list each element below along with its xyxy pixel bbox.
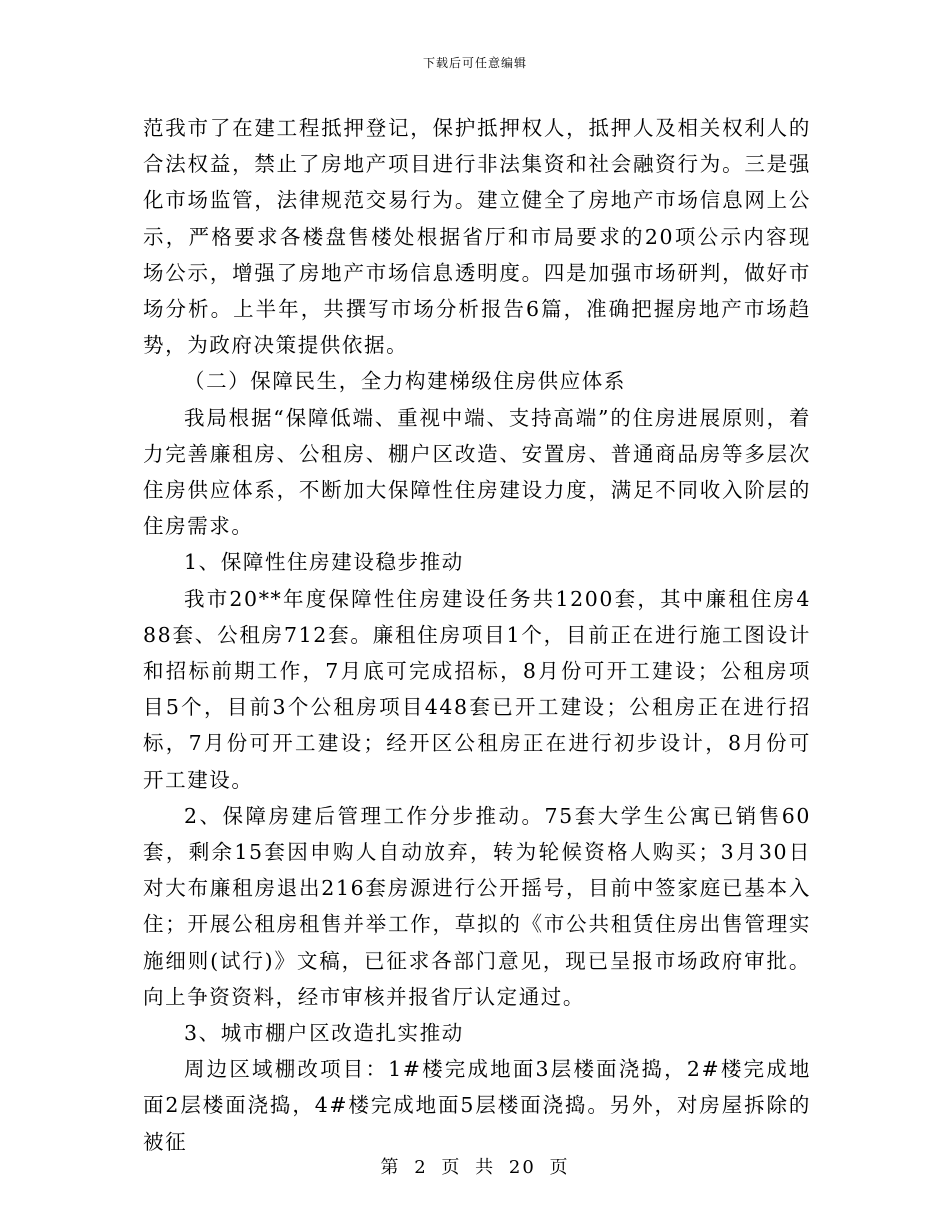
footer-label-total: 共 — [475, 1157, 496, 1178]
footer-current-page: 2 — [414, 1157, 428, 1178]
footer-label-page: 第 — [380, 1157, 401, 1178]
section-heading-2: （二）保障民生，全力构建梯级住房供应体系 — [184, 369, 626, 394]
subsection-heading-1: 1、保障性住房建设稳步推动 — [184, 550, 464, 575]
footer-label-unit-2: 页 — [549, 1157, 570, 1178]
footer-total-pages: 20 — [508, 1157, 536, 1178]
document-body — [143, 110, 811, 1160]
paragraph-6: 2、保障房建后管理工作分步推动。75套大学生公寓已销售60套，剩余15套因申购人自动放弃，转为轮候资格人购买；3月30日对大布廉租房退出216套房源进行公开摇号，目前中签家庭已基本入住；开展公租房租售并举工作，草拟的《市公共租赁住房出售管理实施细则(试行)》文稿，已征求各部门意见，现已呈报市场政府审批。向上争资资料，经市审核并报省厅认定通过。 — [143, 803, 811, 1009]
subsection-heading-3: 3、城市棚户区改造扎实推动 — [184, 1021, 464, 1046]
page-footer — [0, 1153, 950, 1179]
paragraph-1: 范我市了在建工程抵押登记，保护抵押权人，抵押人及相关权利人的合法权益，禁止了房地产项目进行非法集资和社会融资行为。三是强化市场监管，法律规范交易行为。建立健全了房地产市场信息网上公示，严格要求各楼盘售楼处根据省厅和市局要求的20项公示内容现场公示，增强了房地产市场信息透明度。四是加强市场研判，做好市场分析。上半年，共撰写市场分析报告6篇，准确把握房地产市场趋势，为政府决策提供依据。 — [143, 116, 811, 358]
paragraph-3: 我局根据“保障低端、重视中端、支持高端”的住房进展原则，着力完善廉租房、公租房、棚户区改造、安置房、普通商品房等多层次住房供应体系，不断加大保障性住房建设力度，满足不同收入阶层的住房需求。 — [143, 405, 811, 539]
paragraph-5: 我市20**年度保障性住房建设任务共1200套，其中廉租住房488套、公租房712套。廉租住房项目1个，目前正在进行施工图设计和招标前期工作，7月底可完成招标，8月份可开工建设；公租房项目5个，目前3个公租房项目448套已开工建设；公租房正在进行招标，7月份可开工建设；经开区公租房正在进行初步设计，8月份可开工建设。 — [143, 586, 811, 792]
page-header: 下载后可任意编辑 — [422, 56, 527, 70]
paragraph-8: 周边区域棚改项目：1#楼完成地面3层楼面浇捣，2#楼完成地面2层楼面浇捣，4#楼完成地面5层楼面浇捣。另外，对房屋拆除的被征 — [143, 1057, 811, 1154]
footer-label-unit: 页 — [441, 1157, 462, 1178]
